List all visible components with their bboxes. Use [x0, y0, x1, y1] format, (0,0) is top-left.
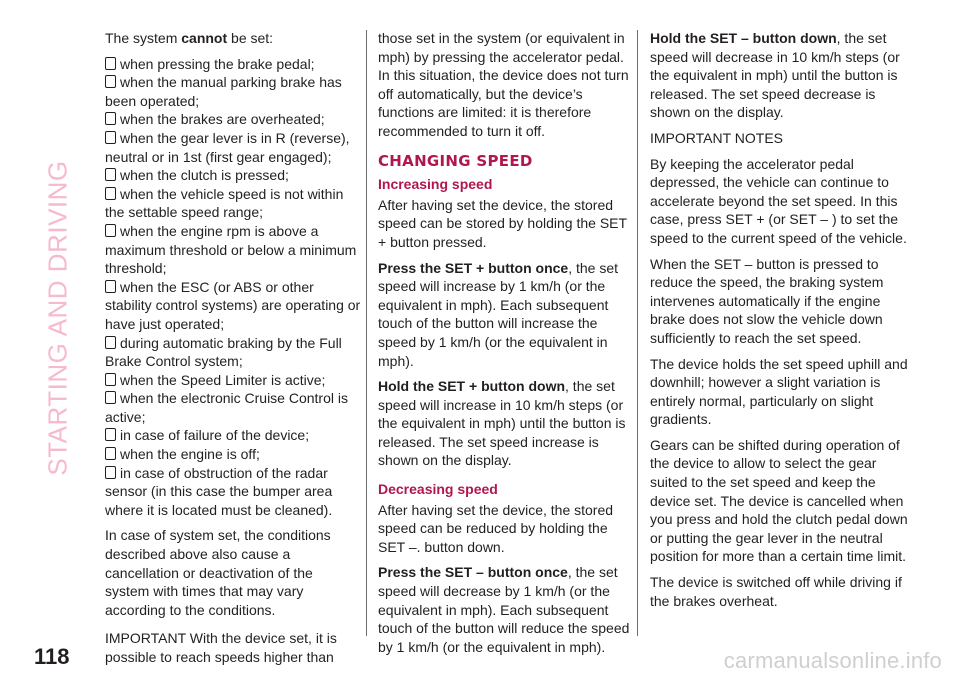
body-paragraph: By keeping the accelerator pedal depressed, the vehicle can continue to accelerate beyond the set speed. In this case, press SET + (or SET – ) to set the speed to the current speed of the vehicle.	[650, 155, 907, 246]
important-notes-label: IMPORTANT NOTES	[650, 129, 784, 146]
body-paragraph: After having set the device, the stored speed can be stored by holding the SET + button pressed.	[378, 196, 627, 250]
checkbox-bullet-icon	[105, 131, 116, 144]
subheading: Increasing speed	[378, 176, 493, 193]
list-item: when the gear lever is in R (reverse), neutral or in 1st (first gear engaged);	[105, 129, 350, 165]
list-item: when the engine is off;	[105, 445, 361, 464]
body-paragraph: Press the SET + button once, the set speed will increase by 1 km/h (or the equivalent in mph). Each subsequent touch of the button will increase the speed by 1 km/h (or the equivalent in mph).	[378, 259, 619, 369]
list-item: when the brakes are overheated;	[105, 110, 361, 129]
checkbox-bullet-icon	[105, 168, 116, 181]
list-item: when the manual parking brake has been operated;	[105, 74, 342, 109]
column-1	[105, 29, 361, 674]
column-divider	[366, 30, 367, 636]
section-heading: CHANGING SPEED	[378, 151, 533, 170]
intro-paragraph: The system cannot be set:	[105, 30, 274, 46]
checkbox-bullet-icon	[105, 466, 116, 479]
body-paragraph: The device is switched off while driving if the brakes overheat.	[650, 574, 902, 609]
checkbox-bullet-icon	[105, 187, 116, 200]
body-paragraph: Gears can be shifted during operation of the device to allow to select the gear suited to the set speed and keep the device set. The device is cancelled when you press and hold the clutch pedal down or putting the gear lever in the neutral position for more than a certain time limit.	[650, 436, 908, 565]
subheading: Decreasing speed	[378, 481, 498, 498]
list-item: when the ESC (or ABS or other stability control systems) are operating or have just operated;	[105, 278, 361, 332]
body-paragraph: IMPORTANT With the device set, it is possible to reach speeds higher than	[105, 630, 337, 665]
checkbox-bullet-icon	[105, 112, 116, 125]
column-2	[378, 29, 634, 663]
body-paragraph: When the SET – button is pressed to reduce the speed, the braking system intervenes automatically if the engine brake does not slow the vehicle down sufficiently to reach the set speed.	[650, 255, 884, 346]
conditions-list	[105, 55, 361, 520]
checkbox-bullet-icon	[105, 336, 116, 349]
section-side-title: STARTING AND DRIVING	[42, 160, 73, 476]
body-paragraph: The device holds the set speed uphill and downhill; however a slight variation is entirely normal, particularly on slight gradients.	[650, 355, 908, 428]
list-item: when the vehicle speed is not within the settable speed range;	[105, 185, 344, 221]
checkbox-bullet-icon	[105, 57, 116, 70]
list-item: when pressing the brake pedal;	[105, 55, 361, 74]
body-paragraph: those set in the system (or equivalent in mph) by pressing the accelerator pedal. In this situation, the device does not turn off automatically, but the device’s functions are limited: it is therefore recommended to turn it off.	[378, 30, 629, 139]
checkbox-bullet-icon	[105, 428, 116, 441]
list-item: when the electronic Cruise Control is active;	[105, 390, 348, 425]
list-item: during automatic braking by the Full Brake Control system;	[105, 334, 342, 370]
checkbox-bullet-icon	[105, 280, 116, 293]
list-item: in case of obstruction of the radar sensor (in this case the bumper area where it is located must be cleaned).	[105, 464, 333, 518]
body-paragraph: Hold the SET + button down, the set speed will increase in 10 km/h steps (or the equivalent in mph) until the button is released. The set speed increase is shown on the display.	[378, 378, 626, 469]
list-item: in case of failure of the device;	[105, 426, 361, 445]
checkbox-bullet-icon	[105, 373, 116, 386]
list-item: when the clutch is pressed;	[105, 166, 361, 185]
column-3	[650, 29, 912, 617]
body-paragraph: Hold the SET – button down, the set speed will decrease in 10 km/h steps (or the equivalent in mph) until the button is released. The set speed decrease is shown on the display.	[650, 30, 900, 121]
checkbox-bullet-icon	[105, 224, 116, 237]
body-paragraph: In case of system set, the conditions described above also cause a cancellation or deactivation of the system with times that may vary according to the conditions.	[105, 527, 331, 618]
list-item: when the engine rpm is above a maximum threshold or below a minimum threshold;	[105, 222, 357, 277]
page-number: 118	[34, 644, 70, 669]
body-paragraph: After having set the device, the stored speed can be reduced by holding the SET –. button down.	[378, 501, 614, 555]
watermark: carmanualsonline.info	[723, 648, 942, 673]
checkbox-bullet-icon	[105, 447, 116, 460]
list-item: when the Speed Limiter is active;	[105, 371, 361, 390]
body-paragraph: Press the SET – button once, the set speed will decrease by 1 km/h (or the equivalent in mph). Each subsequent touch of the button will reduce the speed by 1 km/h (or the equivalent in mph).	[378, 564, 630, 655]
column-divider	[637, 30, 638, 636]
checkbox-bullet-icon	[105, 75, 116, 88]
checkbox-bullet-icon	[105, 391, 116, 404]
